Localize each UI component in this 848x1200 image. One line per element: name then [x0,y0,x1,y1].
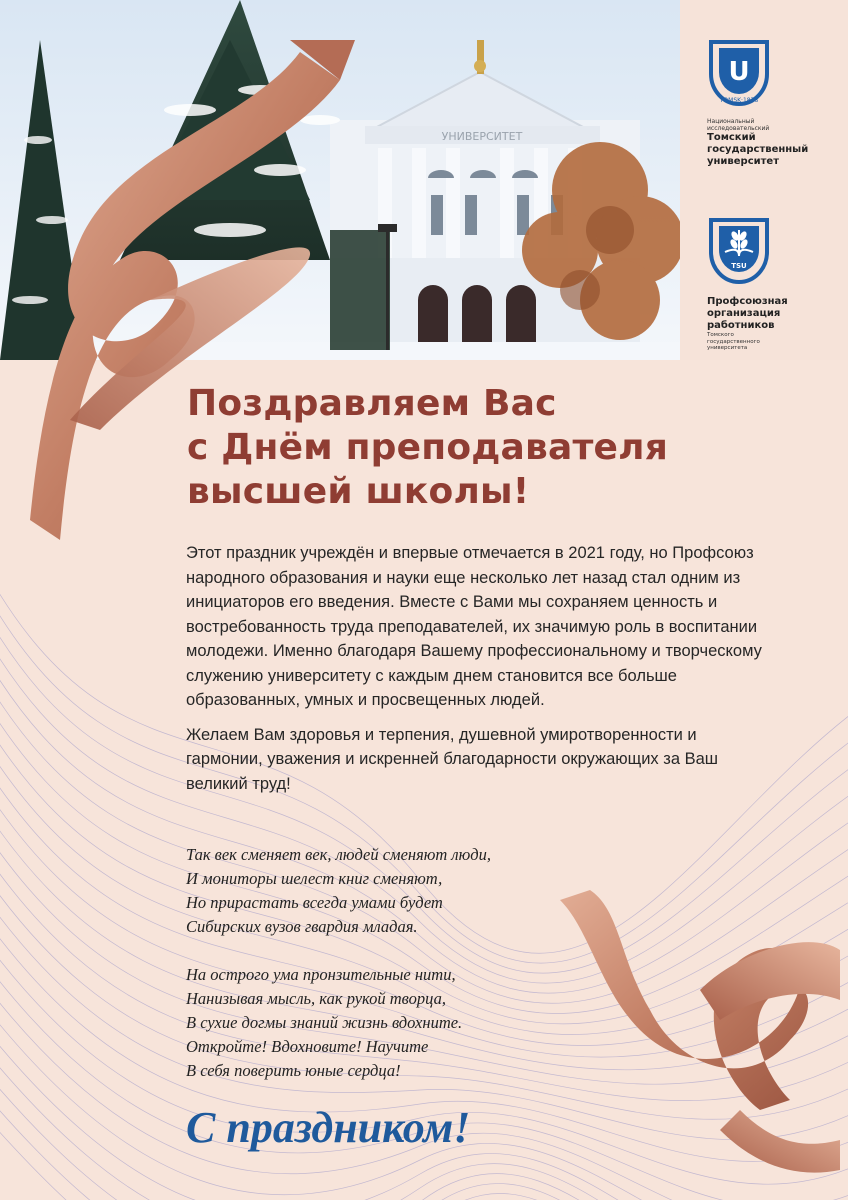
poem-line: На острого ума пронзительные нити, [186,965,456,984]
poem-line: Но прирастать всегда умами будет [186,893,443,912]
caption-line: государственного [707,338,760,345]
name-line: университет [707,156,780,167]
poem-line: В себя поверить юные сердца! [186,1061,401,1080]
greeting-body [186,541,776,806]
title-line: высшей школы! [187,471,530,512]
body-paragraph: Этот праздник учреждён и впервые отмечается в 2021 году, но Профсоюз народного образования и науки еще несколько лет назад стал одним из инициаторов его введения. Вместе с Вами мы сохраняем ценность и востребованность труда преподавателей, их значимую роль в воспитании молодежи. Именно благодаря Вашему профессиональному и творческому служению университету с каждым днем становится все больше образованных, умных и просвещенных людей. [186,544,762,709]
poem-stanza [186,963,606,1083]
poem-line: Так век сменяет век, людей сменяют люди, [186,845,491,864]
title-line: с Днём преподавателя [187,427,669,468]
name-line: Профсоюзная [707,296,788,307]
emblem-ring-text: TOMSK·1878 [719,97,759,104]
poem-line: Нанизывая мысль, как рукой творца, [186,989,446,1008]
body-paragraph: Желаем Вам здоровья и терпения, душевной умиротворенности и гармонии, уважения и искренней благодарности окружающих за Ваш великий труд! [186,725,718,793]
name-line: организация [707,308,781,319]
name-line: работников [707,320,775,331]
poem-stanza [186,843,606,939]
poem [186,843,606,1107]
greeting-title [187,382,707,514]
poem-line: Откройте! Вдохновите! Научите [186,1037,429,1056]
facade-sign: УНИВЕРСИТЕТ [441,130,523,143]
caption-line: Томского [707,332,734,338]
name-line: Томский [707,132,756,143]
title-line: Поздравляем Вас [187,383,557,424]
emblem-text: TSU [731,262,747,270]
closing-greeting: С праздником! [186,1103,471,1152]
emblem-letter: U [728,57,750,87]
caption-line: университета [707,345,748,351]
poem-line: И мониторы шелест книг сменяют, [186,869,443,888]
name-line: государственный [707,144,809,155]
caption-line: Национальный [707,118,755,125]
poem-line: В сухие догмы знаний жизнь вдохните. [186,1013,463,1032]
poem-line: Сибирских вузов гвардия младая. [186,917,418,936]
caption-line: исследовательский [707,125,770,132]
